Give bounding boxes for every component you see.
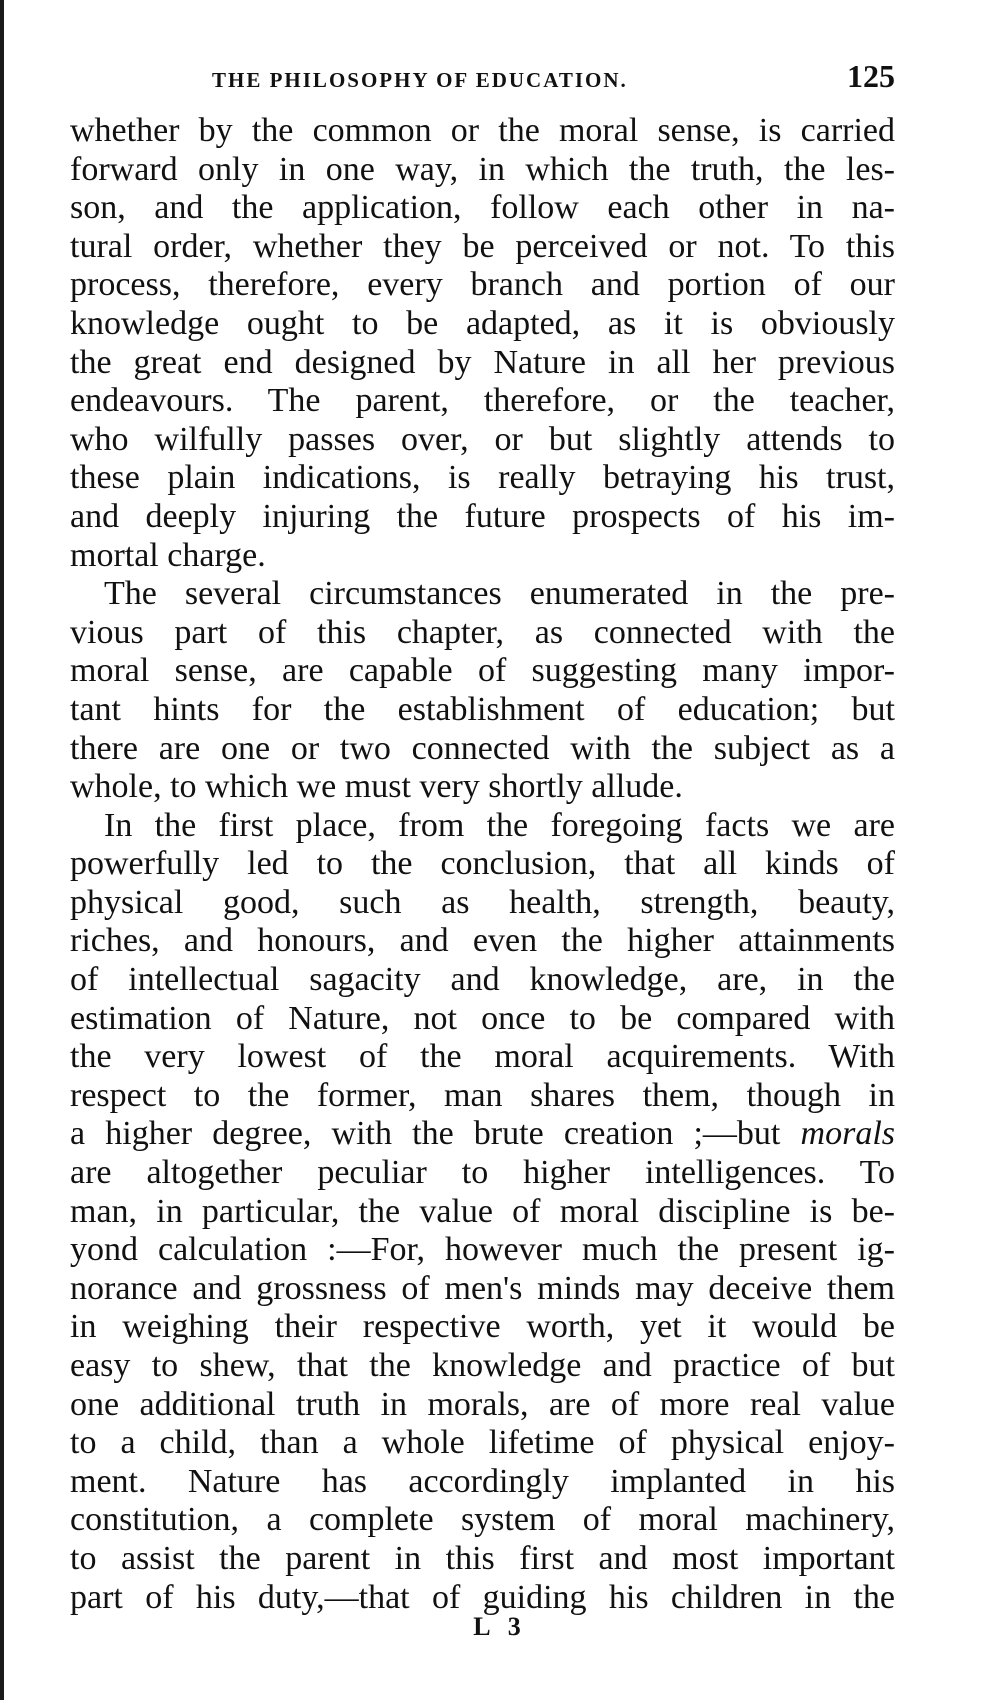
text-line: moral sense, are capable of suggesting many impor- [70,652,895,690]
text-line: tural order, whether they be perceived or not. To this [70,227,895,265]
text-line: respect to the former, man shares them, though in [70,1076,895,1114]
text-line: the great end designed by Nature in all her previous [70,343,895,381]
page-header [70,58,895,102]
text-line: man, in particular, the value of moral discipline is be- [70,1192,895,1230]
paragraph [70,807,895,1617]
text-line: yond calculation :—For, however much the present ig- [70,1231,895,1269]
signature-mark: L 3 [473,1612,527,1641]
text-line: there are one or two connected with the subject as a [70,729,895,767]
paragraph [70,112,895,575]
text-line: physical good, such as health, strength, beauty, [70,883,895,921]
text-line: In the first place, from the foregoing facts we are [104,806,895,844]
text-line: of intellectual sagacity and knowledge, are, in the [70,961,895,999]
text-line: The several circumstances enumerated in the pre- [104,575,895,613]
text-line: who wilfully passes over, or but slightly attends to [70,420,895,458]
text-line: whether by the common or the moral sense, is carried [70,112,895,149]
text-line: whole, to which we must very shortly allude. [70,768,683,806]
running-head: THE PHILOSOPHY OF EDUCATION. [212,68,628,92]
text-line: in weighing their respective worth, yet it would be [70,1308,895,1346]
text-line: constitution, a complete system of moral machinery, [70,1501,895,1539]
text-line: knowledge ought to be adapted, as it is obviously [70,304,895,342]
text-line: these plain indications, is really betraying his trust, [70,459,895,497]
text-line: to assist the parent in this first and most important [70,1539,895,1577]
text-line: forward only in one way, in which the truth, the les- [70,150,895,188]
text-line: one additional truth in morals, are of more real value [70,1385,895,1423]
text-line: and deeply injuring the future prospects of his im- [70,497,895,535]
text-line: estimation of Nature, not once to be compared with [70,999,895,1037]
text-line: part of his duty,—that of guiding his children in the [70,1578,895,1616]
text-line: riches, and honours, and even the higher attainments [70,922,895,960]
page-number: 125 [847,58,895,94]
text-line: process, therefore, every branch and portion of our [70,266,895,304]
text-line: mortal charge. [70,536,266,574]
text-line: to a child, than a whole lifetime of physical enjoy- [70,1424,895,1462]
text-line: the very lowest of the moral acquirements. With [70,1038,895,1076]
text-line: endeavours. The parent, therefore, or the teacher, [70,382,895,420]
paragraph [70,575,895,807]
text-line: son, and the application, follow each other in na- [70,189,895,227]
text-line: easy to shew, that the knowledge and practice of but [70,1347,895,1384]
text-line: norance and grossness of men's minds may deceive them [70,1269,895,1307]
text-line: vious part of this chapter, as connected with the [70,613,895,651]
text-line: a higher degree, with the brute creation ;—but morals [70,1115,895,1153]
text-line: powerfully led to the conclusion, that all kinds of [70,845,895,883]
text-line: are altogether peculiar to higher intelligences. To [70,1154,895,1192]
page-edge-rule [0,0,4,1700]
body-text [70,112,895,1617]
text-line: ment. Nature has accordingly implanted in his [70,1462,895,1500]
text-line: tant hints for the establishment of education; but [70,690,895,728]
emphasized-word: morals [800,1115,895,1153]
